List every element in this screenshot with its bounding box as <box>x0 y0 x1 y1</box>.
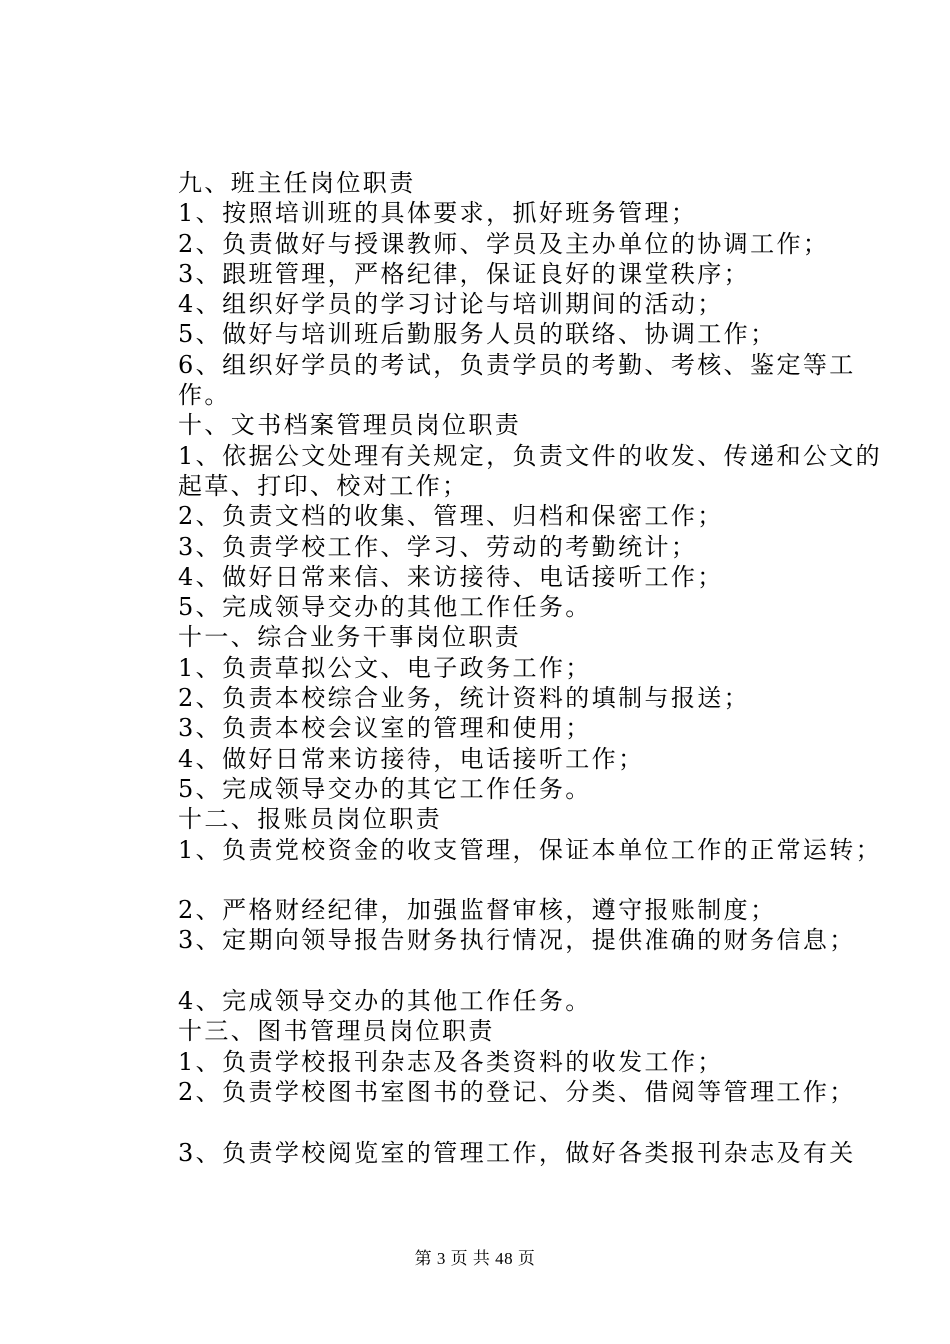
blank-line <box>130 865 840 895</box>
paragraph-line: 3、负责学校阅览室的管理工作，做好各类报刊杂志及有关 <box>178 1138 856 1167</box>
paragraph-line: 3、负责学校工作、学习、劳动的考勤统计； <box>178 532 698 561</box>
document-body <box>130 168 883 1168</box>
blank-line <box>130 1107 840 1137</box>
paragraph-line-wrapped: 1、依据公文处理有关规定，负责文件的收发、传递和公文的起草、打印、校对工作； <box>178 441 883 500</box>
paragraph-line: 1、按照培训班的具体要求，抓好班务管理； <box>178 199 698 228</box>
paragraph-line: 3、负责本校会议室的管理和使用； <box>178 714 592 743</box>
section-heading-13: 十三、图书管理员岗位职责 <box>178 1017 495 1046</box>
section-heading-12: 十二、报账员岗位职责 <box>178 805 442 834</box>
paragraph-line: 1、负责草拟公文、电子政务工作； <box>178 653 592 682</box>
paragraph-line: 3、跟班管理，严格纪律，保证良好的课堂秩序； <box>178 259 751 288</box>
paragraph-line: 4、完成领导交办的其他工作任务。 <box>178 987 592 1016</box>
paragraph-line: 4、组织好学员的学习讨论与培训期间的活动； <box>178 290 724 319</box>
paragraph-line: 2、负责文档的收集、管理、归档和保密工作； <box>178 502 724 531</box>
paragraph-line: 1、负责学校报刊杂志及各类资料的收发工作； <box>178 1047 724 1076</box>
paragraph-line: 2、严格财经纪律，加强监督审核，遵守报账制度； <box>178 896 777 925</box>
paragraph-line: 5、完成领导交办的其他工作任务。 <box>178 593 592 622</box>
paragraph-line: 3、定期向领导报告财务执行情况，提供准确的财务信息； <box>178 926 856 955</box>
paragraph-line: 2、负责做好与授课教师、学员及主办单位的协调工作； <box>178 229 830 258</box>
paragraph-line: 2、负责学校图书室图书的登记、分类、借阅等管理工作； <box>178 1077 856 1106</box>
page-number-footer: 第 3 页 共 48 页 <box>414 1249 536 1268</box>
blank-line <box>130 956 840 986</box>
section-heading-11: 十一、综合业务干事岗位职责 <box>178 623 522 652</box>
paragraph-line: 4、做好日常来信、来访接待、电话接听工作； <box>178 562 724 591</box>
paragraph-line-wrapped: 6、组织好学员的考试，负责学员的考勤、考核、鉴定等工作。 <box>178 350 856 410</box>
paragraph-line: 2、负责本校综合业务，统计资料的填制与报送； <box>178 684 751 713</box>
section-heading-10: 十、文书档案管理员岗位职责 <box>178 411 522 440</box>
paragraph-line: 5、做好与培训班后勤服务人员的联络、协调工作； <box>178 320 777 349</box>
paragraph-line: 4、做好日常来访接待，电话接听工作； <box>178 744 645 773</box>
paragraph-line: 5、完成领导交办的其它工作任务。 <box>178 774 592 803</box>
section-heading-9: 九、班主任岗位职责 <box>178 169 416 197</box>
paragraph-line: 1、负责党校资金的收支管理，保证本单位工作的正常运转； <box>178 835 883 864</box>
